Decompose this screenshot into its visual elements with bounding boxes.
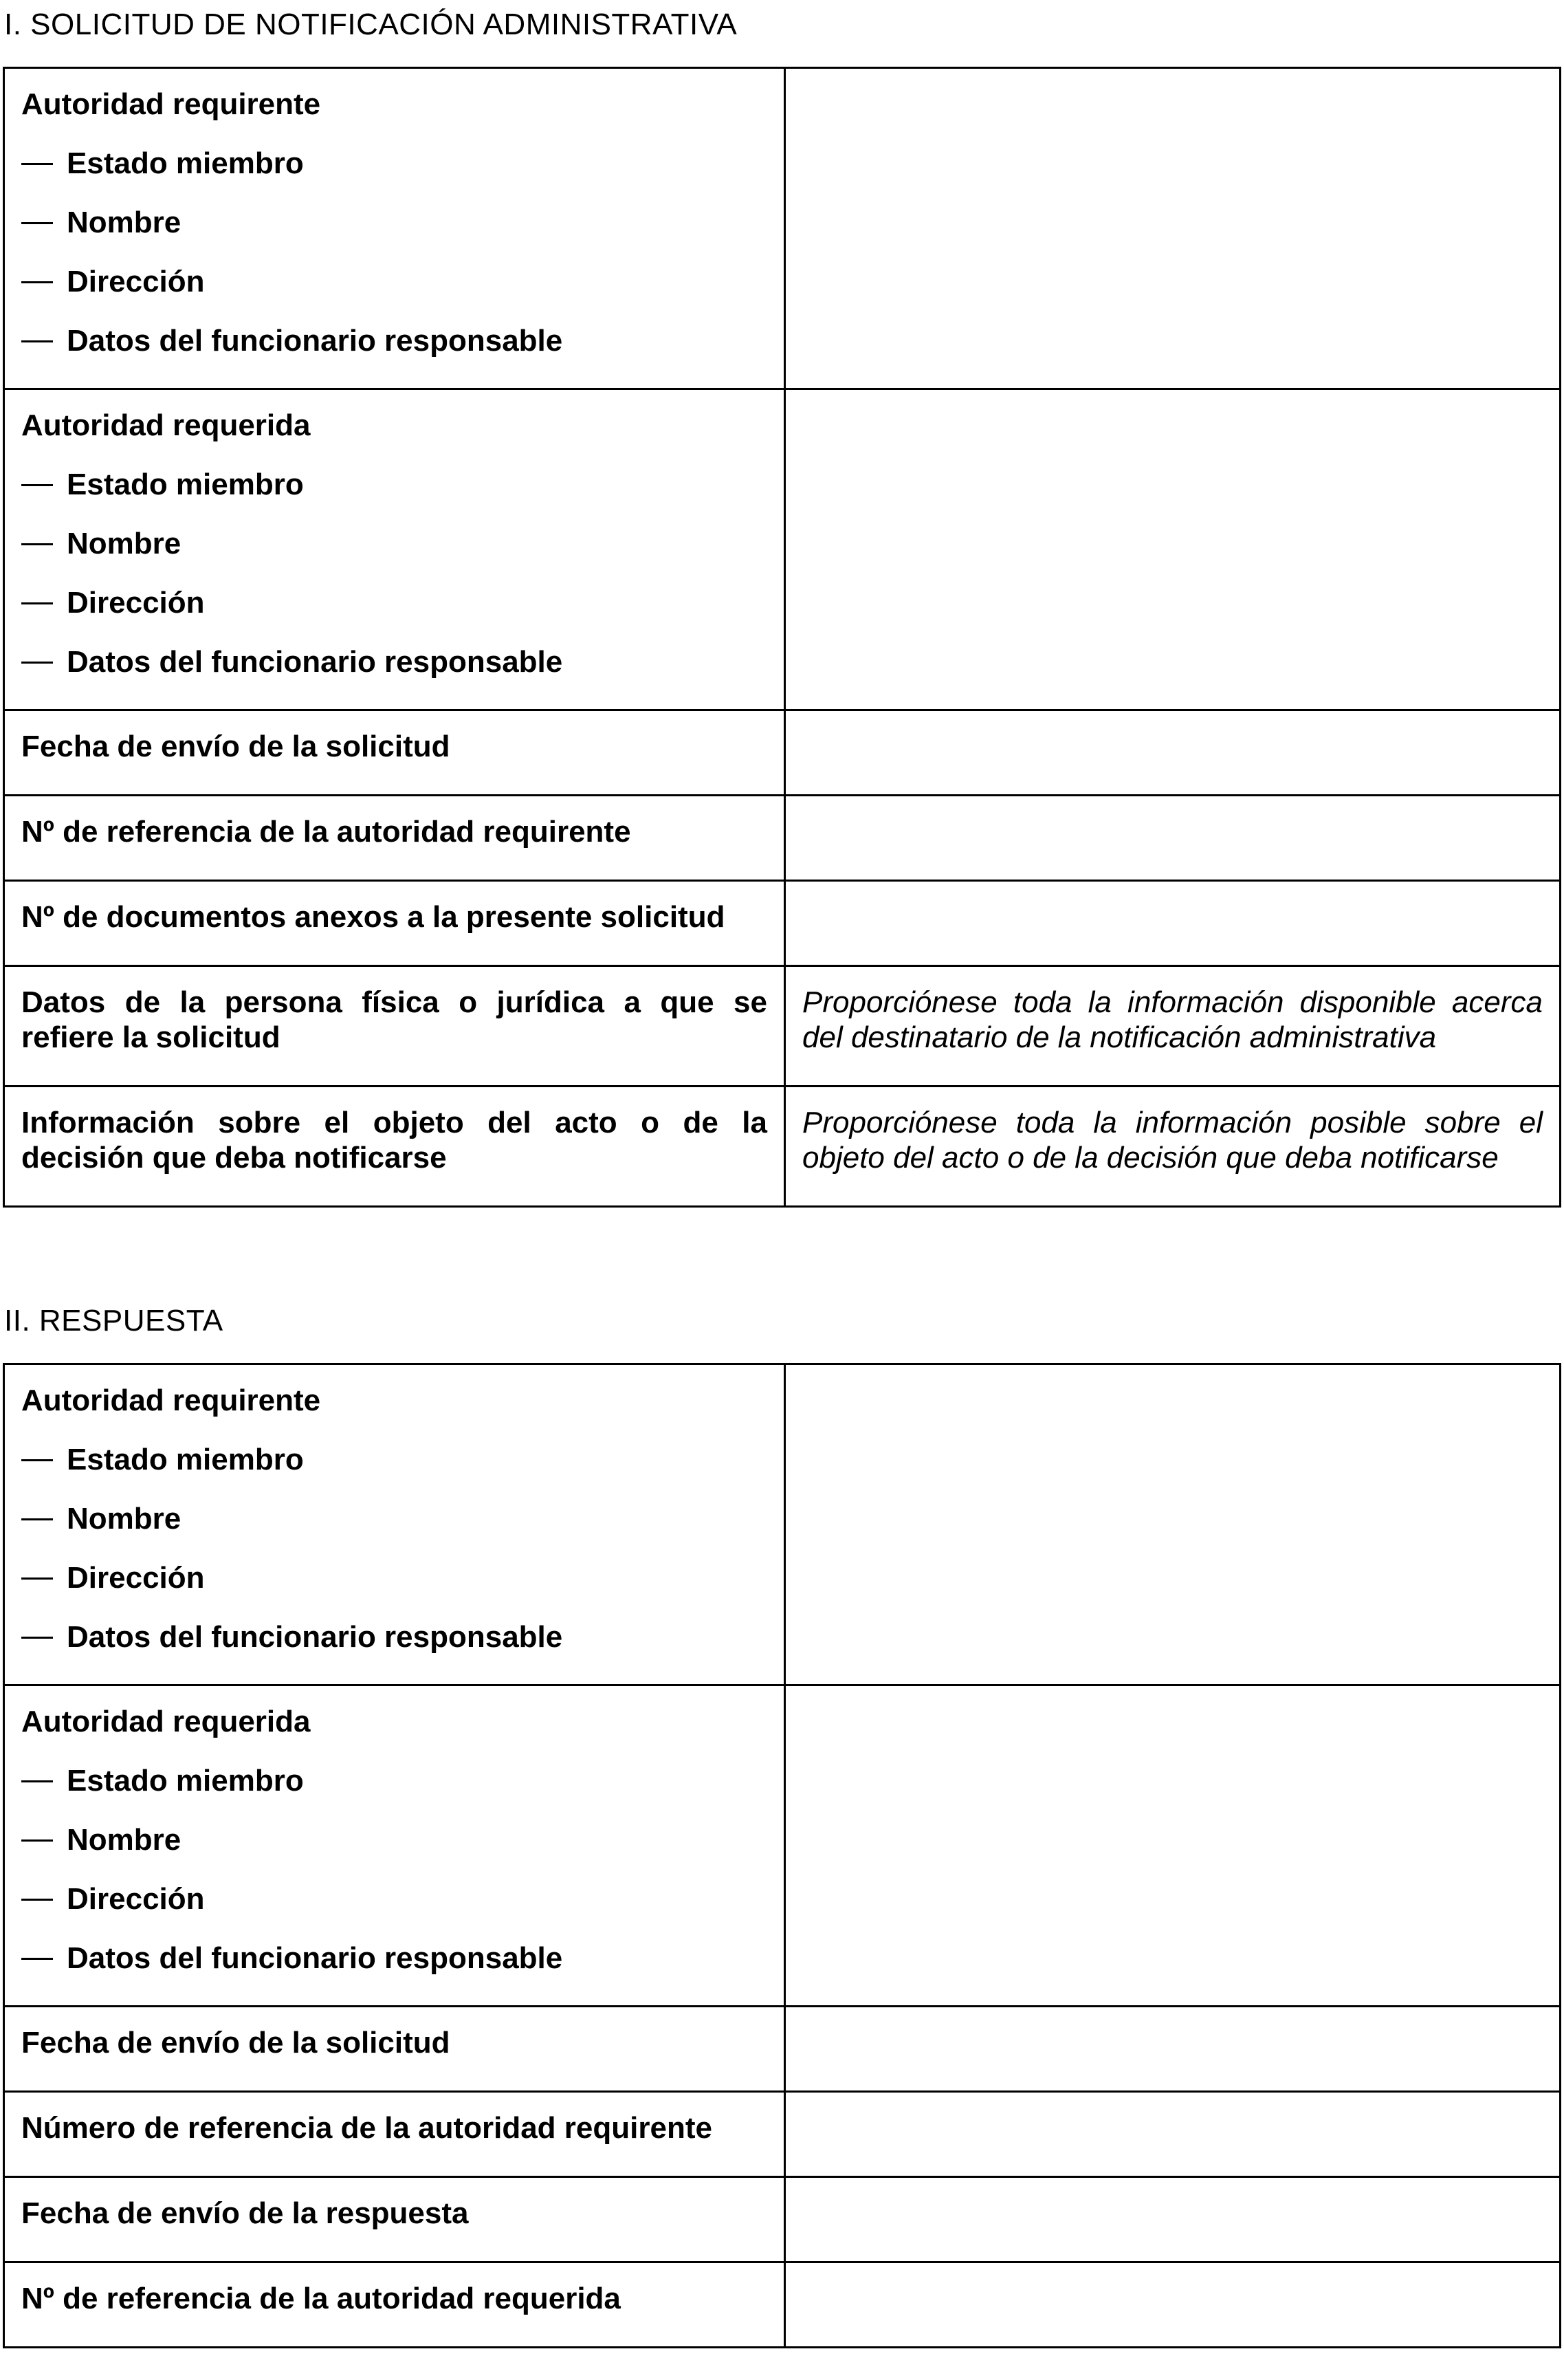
table-row (4, 1364, 1561, 1685)
response-form-table (3, 1363, 1561, 2348)
value-cell[interactable] (785, 1685, 1561, 2007)
table-row (4, 966, 1561, 1087)
label-cell (4, 389, 785, 710)
row-label: Nº de referencia de la autoridad requerida (21, 2282, 621, 2315)
label-cell (4, 2262, 785, 2348)
value-cell[interactable] (785, 710, 1561, 796)
table-row (4, 710, 1561, 796)
list-item: Dirección (21, 1560, 767, 1595)
label-cell (4, 1685, 785, 2007)
row-label: Autoridad requerida (21, 1705, 311, 1738)
table-row (4, 796, 1561, 881)
list-item: Estado miembro (21, 1442, 767, 1477)
label-cell (4, 2177, 785, 2262)
list-item: Estado miembro (21, 146, 767, 181)
value-cell[interactable] (785, 2177, 1561, 2262)
table-row (4, 2007, 1561, 2092)
list-item: Dirección (21, 585, 767, 620)
table-row (4, 389, 1561, 710)
label-cell (4, 796, 785, 881)
row-label: Fecha de envío de la respuesta (21, 2196, 469, 2230)
value-cell[interactable] (785, 389, 1561, 710)
list-item: Nombre (21, 526, 767, 561)
value-cell[interactable] (785, 1364, 1561, 1685)
table-row (4, 2177, 1561, 2262)
label-cell (4, 710, 785, 796)
list-item: Datos del funcionario responsable (21, 1941, 767, 1976)
list-item: Nombre (21, 1501, 767, 1536)
list-item: Nombre (21, 205, 767, 240)
row-label: Datos de la persona física o jurídica a que se refiere la solicitud (21, 985, 767, 1054)
table-row (4, 2092, 1561, 2177)
list-item: Dirección (21, 264, 767, 299)
table-row (4, 68, 1561, 389)
row-label: Número de referencia de la autoridad requirente (21, 2111, 712, 2145)
list-item: Estado miembro (21, 467, 767, 502)
list-item: Nombre (21, 1822, 767, 1857)
value-cell (785, 966, 1561, 1087)
table-row (4, 881, 1561, 966)
row-label: Autoridad requirente (21, 87, 321, 121)
row-label: Información sobre el objeto del acto o de la decisión que deba notificarse (21, 1106, 767, 1175)
label-cell (4, 2007, 785, 2092)
value-cell[interactable] (785, 2092, 1561, 2177)
list-item: Datos del funcionario responsable (21, 1619, 767, 1655)
value-cell (785, 1087, 1561, 1207)
value-hint: Proporciónese toda la información disponible acerca del destinatario de la notificación administrativa (802, 985, 1543, 1054)
value-cell[interactable] (785, 2262, 1561, 2348)
value-cell[interactable] (785, 68, 1561, 389)
label-cell (4, 68, 785, 389)
list-item: Estado miembro (21, 1763, 767, 1798)
label-cell (4, 2092, 785, 2177)
label-cell (4, 1364, 785, 1685)
table-row (4, 2262, 1561, 2348)
list-item: Dirección (21, 1881, 767, 1917)
row-label: Nº de referencia de la autoridad requirente (21, 815, 631, 849)
value-cell[interactable] (785, 2007, 1561, 2092)
row-label: Autoridad requerida (21, 408, 311, 442)
section-1-title: I. SOLICITUD DE NOTIFICACIÓN ADMINISTRATIVA (4, 8, 738, 41)
label-cell (4, 1087, 785, 1207)
table-row (4, 1685, 1561, 2007)
row-label: Nº de documentos anexos a la presente solicitud (21, 900, 725, 934)
value-cell[interactable] (785, 796, 1561, 881)
value-hint: Proporciónese toda la información posible sobre el objeto del acto o de la decisión que deba notificarse (802, 1106, 1543, 1175)
value-cell[interactable] (785, 881, 1561, 966)
label-cell (4, 966, 785, 1087)
row-label: Autoridad requirente (21, 1384, 321, 1417)
table-row (4, 1087, 1561, 1207)
list-item: Datos del funcionario responsable (21, 323, 767, 358)
list-item: Datos del funcionario responsable (21, 644, 767, 679)
request-form-table (3, 67, 1561, 1208)
section-2-title: II. RESPUESTA (4, 1304, 223, 1338)
label-cell (4, 881, 785, 966)
row-label: Fecha de envío de la solicitud (21, 2026, 450, 2060)
row-label: Fecha de envío de la solicitud (21, 730, 450, 763)
